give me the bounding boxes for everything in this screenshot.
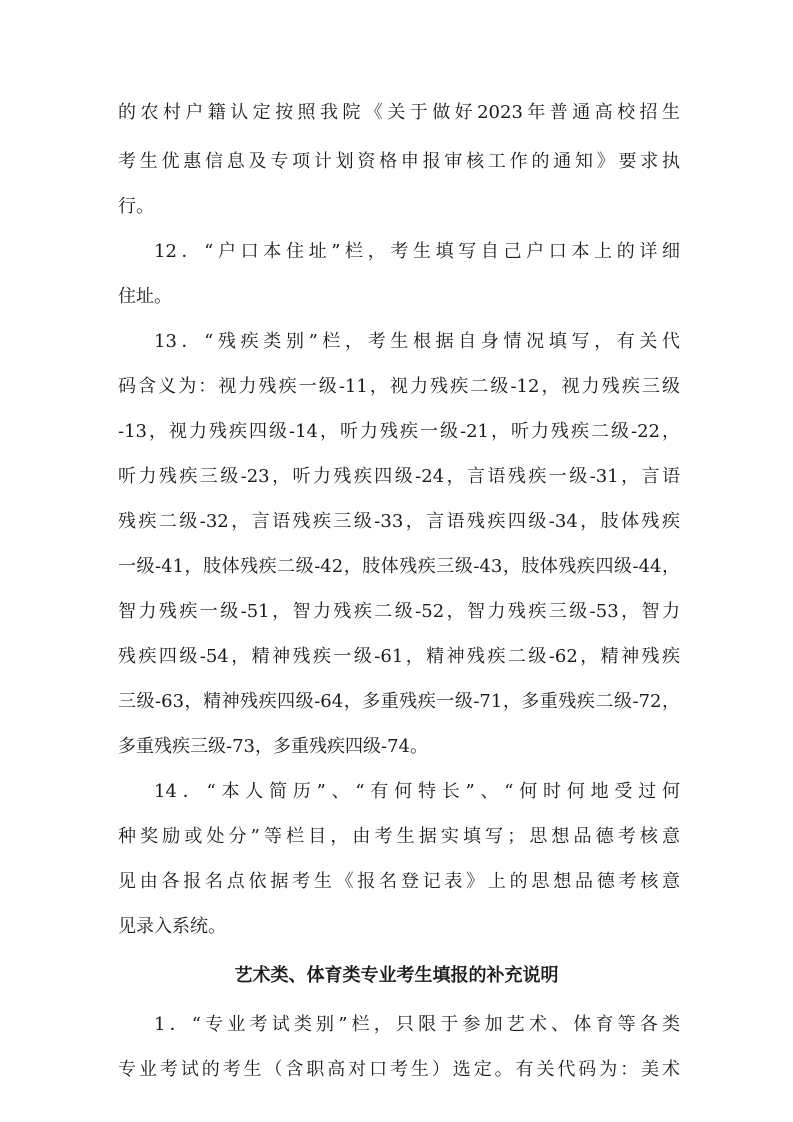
item-14-line: 种奖励或处分”等栏目，由考生据实填写；思想品德考核意	[118, 826, 680, 847]
item-13-line: 听力残疾三级-23，听力残疾四级-24，言语残疾一级-31，言语	[118, 466, 680, 487]
item-14-line: 见由各报名点依据考生《报名登记表》上的思想品德考核意	[118, 871, 680, 892]
section-heading: 艺术类、体育类专业考生填报的补充说明	[234, 965, 559, 986]
item-13-line: 残疾二级-32，言语残疾三级-33，言语残疾四级-34，肢体残疾	[118, 511, 680, 532]
item-13-line: 码含义为：视力残疾一级-11，视力残疾二级-12，视力残疾三级	[118, 376, 680, 397]
item-12-line: 住址。	[118, 286, 172, 307]
item-13-line: 残疾四级-54，精神残疾一级-61，精神残疾二级-62，精神残疾	[118, 646, 680, 667]
paragraph-line: 的农村户籍认定按照我院《关于做好2023年普通高校招生	[118, 102, 680, 123]
art-item-1-line: 1．“专业考试类别”栏，只限于参加艺术、体育等各类	[154, 1014, 680, 1035]
item-14-line: 14．“本人简历”、“有何特长”、“何时何地受过何	[154, 781, 680, 802]
paragraph-line: 考生优惠信息及专项计划资格申报审核工作的通知》要求执	[118, 151, 680, 172]
item-13-line: 智力残疾一级-51，智力残疾二级-52，智力残疾三级-53，智力	[118, 601, 680, 622]
item-13-line: 多重残疾三级-73，多重残疾四级-74。	[118, 736, 428, 757]
item-14-line: 见录入系统。	[118, 916, 226, 937]
item-13-line: -13，视力残疾四级-14，听力残疾一级-21，听力残疾二级-22，	[118, 421, 680, 442]
item-13-line: 三级-63，精神残疾四级-64，多重残疾一级-71，多重残疾二级-72，	[118, 691, 680, 712]
item-13-line: 一级-41，肢体残疾二级-42，肢体残疾三级-43，肢体残疾四级-44，	[118, 556, 680, 577]
item-12-line: 12．“户口本住址”栏，考生填写自己户口本上的详细	[154, 241, 680, 262]
paragraph-line: 行。	[118, 196, 154, 217]
item-13-line: 13．“残疾类别”栏，考生根据自身情况填写，有关代	[154, 331, 680, 352]
art-item-1-line: 专业考试的考生（含职高对口考生）选定。有关代码为：美术	[118, 1059, 680, 1080]
